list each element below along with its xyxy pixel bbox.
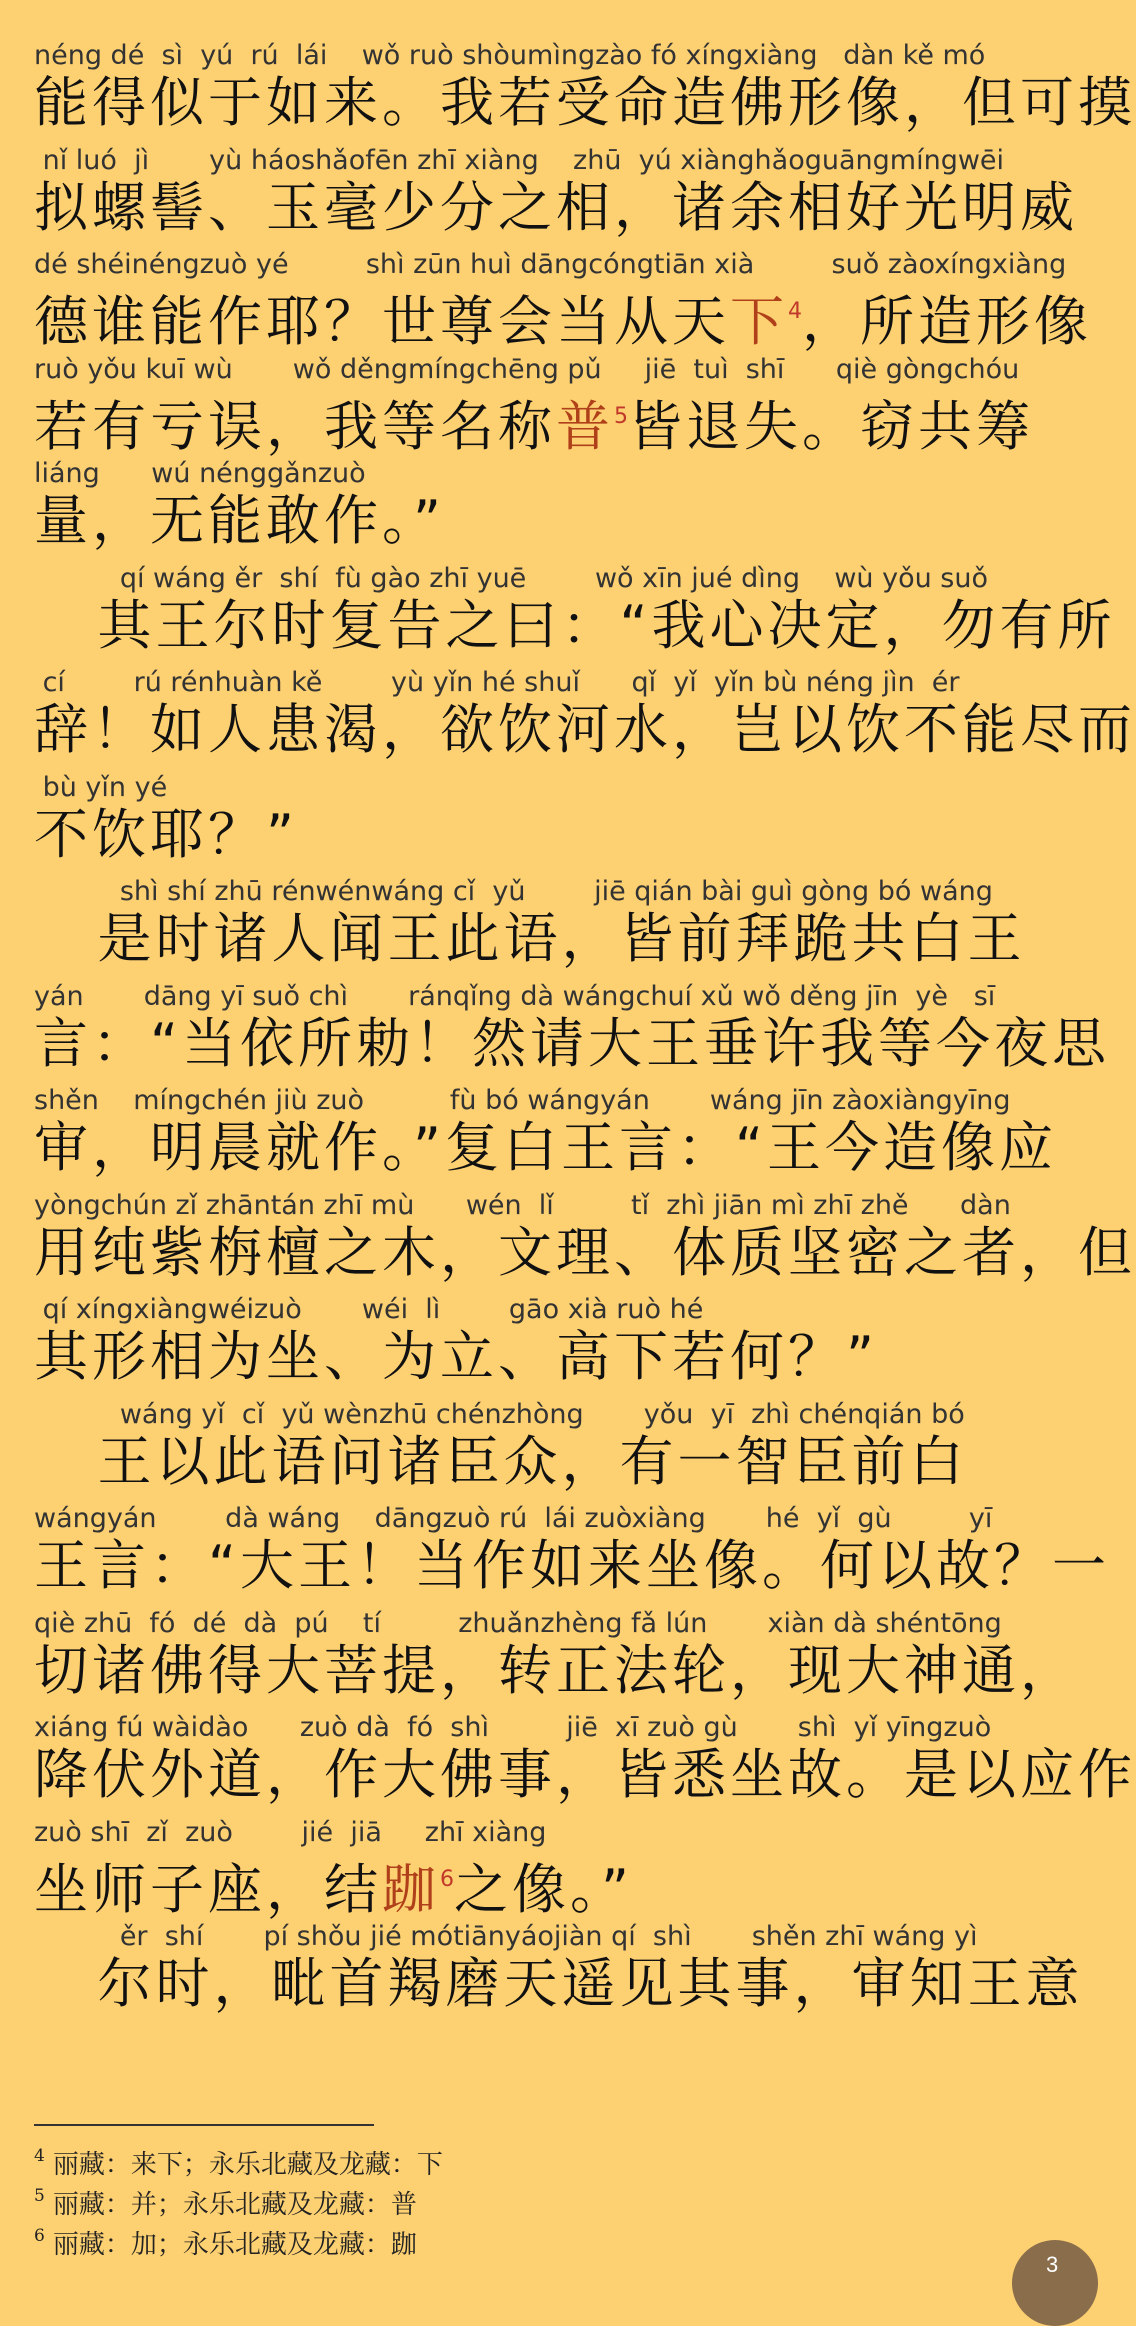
pinyin-line: dé shéinéngzuò yé shì zūn huì dāngcóngtiān xià suǒ zàoxíngxiàng xyxy=(34,249,1067,280)
page-number-badge xyxy=(1012,2240,1098,2326)
hanzi-text: 皆退失。窃共筹 xyxy=(628,395,1034,458)
pinyin-line: xiáng fú wàidào zuò dà fó shì jiē xī zuò gù shì yǐ yīngzuò xyxy=(34,1712,992,1743)
hanzi-line: 辞！如人患渴，欲饮河水，岂以饮不能尽而 xyxy=(34,698,1136,761)
text-line xyxy=(34,458,1048,552)
hanzi-line: 言：“当依所勅！然请大王垂许我等今夜思 xyxy=(34,1012,1110,1075)
hanzi-line xyxy=(34,281,1092,353)
variant-character: 下 xyxy=(730,290,788,353)
hanzi-text: 若有亏误，我等名称 xyxy=(34,395,556,458)
text-line xyxy=(34,354,1048,458)
hanzi-line: 尔时，毗首羯磨天遥见其事，审知王意 xyxy=(34,1952,1084,2015)
hanzi-line: 其王尔时复告之曰：“我心决定，勿有所 xyxy=(34,594,1116,657)
footnote-reference[interactable]: 6 xyxy=(440,1867,454,1892)
pinyin-line: liáng wú nénggǎnzuò xyxy=(34,458,366,489)
footnote-6 xyxy=(34,2218,417,2263)
pinyin-line: cí rú rénhuàn kě yù yǐn hé shuǐ qǐ yǐ yǐn bù néng jìn ér xyxy=(34,667,960,698)
text-line xyxy=(34,1921,1084,2015)
hanzi-line: 降伏外道，作大佛事，皆悉坐故。是以应作 xyxy=(34,1743,1136,1806)
hanzi-line: 审，明晨就作。”复白王言：“王今造像应 xyxy=(34,1116,1057,1179)
text-line xyxy=(34,1712,1136,1806)
footnote-4 xyxy=(34,2138,443,2183)
footnote-number: 5 xyxy=(34,2186,45,2206)
page-number: 3 xyxy=(1046,2252,1059,2277)
footnote-divider xyxy=(34,2124,374,2126)
hanzi-line: 用纯紫栴檀之木，文理、体质坚密之者，但 xyxy=(34,1221,1136,1284)
hanzi-line xyxy=(34,386,1048,458)
text-line xyxy=(34,563,1116,657)
footnote-number: 6 xyxy=(34,2226,45,2246)
hanzi-line: 王以此语问诸臣众，有一智臣前白 xyxy=(34,1430,968,1493)
variant-character: 普 xyxy=(556,395,614,458)
pinyin-line: shì shí zhū rénwénwáng cǐ yǔ jiē qián bài guì gòng bó wáng xyxy=(34,876,993,907)
footnote-reference[interactable]: 4 xyxy=(788,299,802,324)
pinyin-line: bù yǐn yé xyxy=(34,772,168,803)
text-line xyxy=(34,40,1136,134)
pinyin-line: qí xíngxiàngwéizuò wéi lì gāo xià ruò hé xyxy=(34,1294,704,1325)
footnote-5 xyxy=(34,2178,417,2223)
text-line xyxy=(34,1190,1136,1284)
hanzi-line: 能得似于如来。我若受命造佛形像，但可摸 xyxy=(34,71,1136,134)
pinyin-line: ruò yǒu kuī wù wǒ děngmíngchēng pǔ jiē tuì shī qiè gòngchóu xyxy=(34,354,1020,385)
pinyin-line: ěr shí pí shǒu jié mótiānyáojiàn qí shì shěn zhī wáng yì xyxy=(34,1921,978,1952)
footnote-text: 丽藏：来下；永乐北藏及龙藏：下 xyxy=(52,2150,443,2180)
hanzi-line: 量，无能敢作。” xyxy=(34,489,445,552)
hanzi-line: 王言：“大王！当作如来坐像。何以故？一 xyxy=(34,1534,1110,1597)
hanzi-text: 德谁能作耶？世尊会当从天 xyxy=(34,290,730,353)
hanzi-line xyxy=(34,1849,1048,1921)
pinyin-line: zuò shī zǐ zuò jié jiā zhī xiàng xyxy=(34,1817,547,1848)
pinyin-line: nǐ luó jì yù háoshǎofēn zhī xiàng zhū yú xiànghǎoguāngmíngwēi xyxy=(34,145,1005,176)
footnote-text: 丽藏：并；永乐北藏及龙藏：普 xyxy=(52,2190,417,2220)
text-line xyxy=(34,1503,1110,1597)
hanzi-text: 坐师子座，结 xyxy=(34,1858,382,1921)
pinyin-line: shěn míngchén jiù zuò fù bó wángyán wáng jīn zàoxiàngyīng xyxy=(34,1085,1011,1116)
text-line xyxy=(34,249,1092,353)
footnote-number: 4 xyxy=(34,2146,45,2166)
text-line xyxy=(34,1608,1078,1702)
hanzi-line: 是时诸人闻王此语，皆前拜跪共白王 xyxy=(34,907,1026,970)
text-line xyxy=(34,1085,1057,1179)
text-line xyxy=(34,667,1136,761)
pinyin-line: wángyán dà wáng dāngzuò rú lái zuòxiàng hé yǐ gù yī xyxy=(34,1503,993,1534)
hanzi-text: 之像。” xyxy=(454,1858,633,1921)
footnote-text: 丽藏：加；永乐北藏及龙藏：跏 xyxy=(52,2230,417,2260)
text-line xyxy=(34,1399,1048,1493)
text-line xyxy=(34,876,1048,970)
hanzi-line: 切诸佛得大菩提，转正法轮，现大神通， xyxy=(34,1639,1078,1702)
variant-character: 跏 xyxy=(382,1858,440,1921)
pinyin-line: néng dé sì yú rú lái wǒ ruò shòumìngzào fó xíngxiàng dàn kě mó xyxy=(34,40,986,71)
pinyin-line: yán dāng yī suǒ chì ránqǐng dà wángchuí xǔ wǒ děng jīn yè sī xyxy=(34,981,996,1012)
text-line xyxy=(34,772,1048,866)
pinyin-line: qí wáng ěr shí fù gào zhī yuē wǒ xīn jué dìng wù yǒu suǒ xyxy=(34,563,989,594)
pinyin-line: yòngchún zǐ zhāntán zhī mù wén lǐ tǐ zhì jiān mì zhī zhě dàn xyxy=(34,1190,1011,1221)
hanzi-line: 拟螺髻、玉毫少分之相，诸余相好光明威 xyxy=(34,176,1078,239)
pinyin-line: wáng yǐ cǐ yǔ wènzhū chénzhòng yǒu yī zhì chénqián bó xyxy=(34,1399,965,1430)
text-line xyxy=(34,1817,1048,1921)
hanzi-line: 其形相为坐、为立、高下若何？” xyxy=(34,1325,878,1388)
footnote-reference[interactable]: 5 xyxy=(614,404,628,429)
text-line xyxy=(34,145,1078,239)
hanzi-line: 不饮耶？” xyxy=(34,803,298,866)
hanzi-text: ，所造形像 xyxy=(802,290,1092,353)
text-line xyxy=(34,981,1110,1075)
pinyin-line: qiè zhū fó dé dà pú tí zhuǎnzhèng fǎ lún xiàn dà shéntōng xyxy=(34,1608,1002,1639)
text-line xyxy=(34,1294,1048,1388)
